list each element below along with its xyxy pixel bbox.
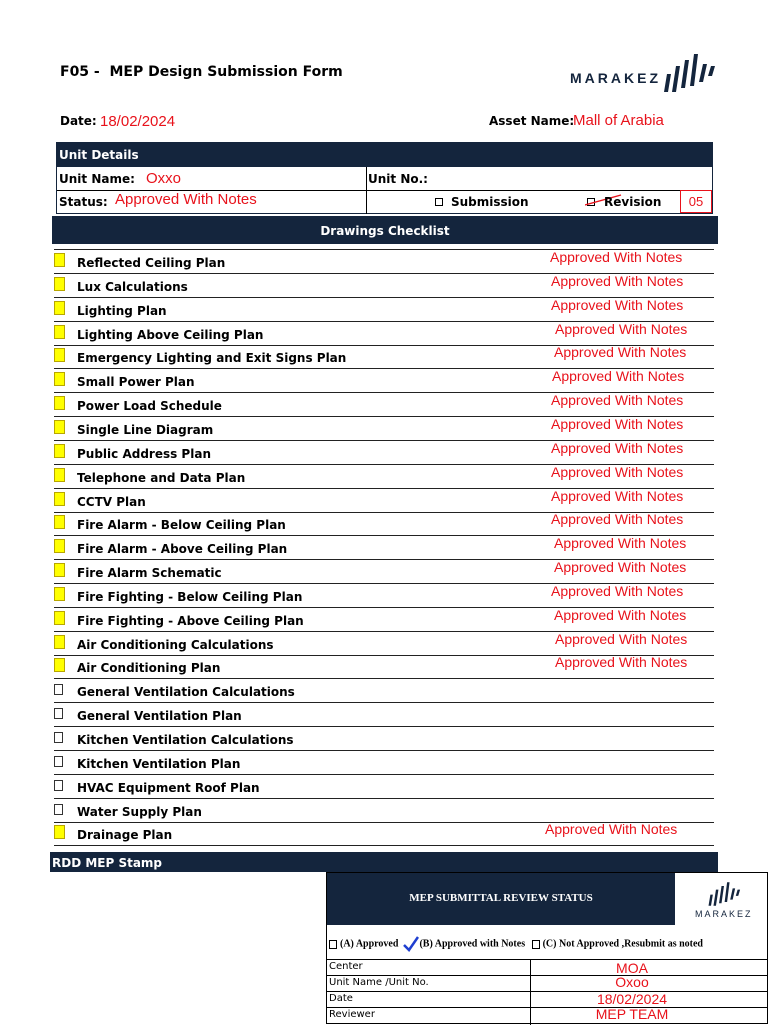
checkbox[interactable] — [54, 492, 65, 506]
checklist-row — [54, 751, 714, 775]
option-c-label: (C) Not Approved ,Resubmit as noted — [542, 938, 703, 950]
checklist-row — [54, 822, 714, 846]
drawing-status: Approved With Notes — [551, 272, 684, 289]
drawing-name: CCTV Plan — [77, 494, 146, 509]
drawing-status: Approved With Notes — [554, 535, 687, 552]
checkbox[interactable] — [54, 611, 65, 625]
checkbox[interactable] — [54, 684, 63, 695]
checkbox[interactable] — [54, 587, 65, 601]
drawing-name: Fire Alarm - Above Ceiling Plan — [77, 542, 288, 557]
option-c-checkbox[interactable] — [532, 940, 540, 949]
drawing-name: Fire Fighting - Above Ceiling Plan — [77, 613, 304, 628]
checklist-row — [54, 345, 714, 369]
mep-review-stamp — [326, 872, 768, 1024]
checkbox[interactable] — [54, 708, 63, 719]
drawing-status: Approved With Notes — [551, 511, 684, 528]
drawing-name: Single Line Diagram — [77, 422, 214, 437]
drawing-name: Public Address Plan — [77, 446, 211, 461]
checkbox[interactable] — [54, 756, 63, 767]
stamp-logo — [675, 873, 767, 925]
checklist-row — [54, 536, 714, 560]
status-value: Approved With Notes — [115, 191, 257, 208]
stamp-title: MEP SUBMITTAL REVIEW STATUS — [327, 873, 675, 925]
checkmark-icon — [403, 936, 419, 952]
submission-label: Submission — [451, 195, 529, 209]
drawing-status: Approved With Notes — [554, 606, 687, 623]
drawing-status: Approved With Notes — [554, 344, 687, 361]
option-a-label: (A) Approved — [340, 938, 399, 950]
drawing-status: Approved With Notes — [550, 249, 683, 265]
rdd-mep-stamp-header: RDD MEP Stamp — [50, 852, 718, 872]
checklist-row — [54, 703, 714, 727]
checklist-row — [54, 512, 714, 536]
drawing-name: Lux Calculations — [77, 279, 188, 294]
drawing-name: Air Conditioning Calculations — [77, 637, 274, 652]
drawing-name: HVAC Equipment Roof Plan — [77, 780, 260, 795]
drawing-status: Approved With Notes — [551, 296, 684, 313]
checkbox[interactable] — [54, 539, 65, 553]
checkbox[interactable] — [54, 563, 65, 577]
drawing-status: Approved With Notes — [555, 630, 688, 647]
checklist-row — [54, 679, 714, 703]
checklist-row — [54, 465, 714, 489]
stamp-logo-mark-icon — [703, 881, 745, 907]
asset-name-label: Asset Name: — [489, 114, 575, 128]
unit-name-value: Oxxo — [146, 170, 182, 187]
checkbox[interactable] — [54, 420, 65, 434]
unit-details-header: Unit Details — [57, 143, 712, 167]
drawing-name: Small Power Plan — [77, 375, 195, 390]
date-value: 18/02/2024 — [100, 113, 176, 130]
checklist-row — [54, 632, 714, 656]
checkbox[interactable] — [54, 301, 65, 315]
drawing-status: Approved With Notes — [555, 654, 688, 671]
checklist-row — [54, 727, 714, 751]
drawing-name: Emergency Lighting and Exit Signs Plan — [77, 351, 347, 366]
drawing-name: Lighting Above Ceiling Plan — [77, 327, 264, 342]
drawings-checklist-header: Drawings Checklist — [52, 216, 718, 244]
checklist-row — [54, 250, 714, 274]
drawing-status: Approved With Notes — [551, 392, 684, 409]
stamp-date-value: 18/02/2024 — [596, 991, 668, 1007]
status-label: Status: — [59, 195, 108, 209]
checklist-row — [54, 417, 714, 441]
stamp-logo-text: MARAKEZ — [695, 909, 753, 919]
drawing-status: Approved With Notes — [545, 821, 678, 838]
checkbox[interactable] — [54, 396, 65, 410]
checklist-row — [54, 322, 714, 346]
checkbox[interactable] — [54, 253, 65, 267]
checklist-row — [54, 441, 714, 465]
drawing-name: General Ventilation Calculations — [77, 685, 295, 700]
drawing-name: Power Load Schedule — [77, 399, 222, 414]
drawing-status: Approved With Notes — [552, 368, 685, 385]
review-table — [327, 959, 767, 1023]
drawing-name: Fire Fighting - Below Ceiling Plan — [77, 589, 303, 604]
drawing-status: Approved With Notes — [551, 415, 684, 432]
drawing-status: Approved With Notes — [551, 439, 684, 456]
logo-mark-icon — [662, 52, 716, 94]
checklist-row — [54, 560, 714, 584]
stamp-date-label: Date — [329, 993, 353, 1004]
checkbox[interactable] — [54, 348, 65, 362]
checklist-row — [54, 274, 714, 298]
checklist-row — [54, 655, 714, 679]
unit-details-box — [56, 142, 713, 214]
review-options — [329, 936, 703, 952]
unit-name-label: Unit Name: — [59, 172, 135, 186]
checkbox[interactable] — [54, 468, 65, 482]
drawing-name: Air Conditioning Plan — [77, 661, 221, 676]
drawing-name: Fire Alarm - Below Ceiling Plan — [77, 518, 286, 533]
checkbox[interactable] — [54, 515, 65, 529]
drawing-status: Approved With Notes — [551, 582, 684, 599]
revision-number: 05 — [680, 190, 712, 213]
logo-text: MARAKEZ — [570, 70, 661, 86]
checkbox[interactable] — [54, 325, 65, 339]
checkbox[interactable] — [54, 658, 65, 672]
drawing-status: Approved With Notes — [555, 320, 688, 337]
option-b-label: (B) Approved with Notes — [419, 938, 526, 950]
checkbox[interactable] — [54, 372, 65, 386]
checkbox[interactable] — [54, 780, 63, 791]
drawing-status: Approved With Notes — [551, 463, 684, 480]
unit-name-no-value: Oxoo — [615, 974, 649, 990]
checkbox[interactable] — [54, 732, 63, 743]
drawing-status: Approved With Notes — [554, 559, 687, 576]
unit-name-no-label: Unit Name /Unit No. — [329, 977, 429, 988]
drawing-name: Lighting Plan — [77, 303, 167, 318]
center-value: MOA — [616, 960, 648, 976]
checklist-row — [54, 298, 714, 322]
checklist-row — [54, 608, 714, 632]
option-a-checkbox[interactable] — [329, 940, 337, 949]
checklist-row — [54, 775, 714, 799]
reviewer-value: MEP TEAM — [595, 1006, 669, 1022]
drawing-name: Kitchen Ventilation Calculations — [77, 733, 294, 747]
unit-no-label: Unit No.: — [368, 172, 428, 186]
asset-name-value: Mall of Arabia — [573, 112, 664, 129]
drawing-name: Telephone and Data Plan — [77, 470, 246, 485]
revision-label: Revision — [604, 195, 662, 209]
center-label: Center — [329, 961, 363, 972]
drawing-name: Reflected Ceiling Plan — [77, 256, 226, 270]
reviewer-label: Reviewer — [329, 1009, 375, 1020]
drawing-name: General Ventilation Plan — [77, 709, 242, 724]
checkbox[interactable] — [54, 444, 65, 458]
checkbox[interactable] — [54, 825, 65, 839]
drawing-name: Drainage Plan — [77, 828, 173, 843]
form-title: F05 - MEP Design Submission Form — [60, 64, 343, 80]
submission-checkbox[interactable] — [435, 198, 443, 206]
checkbox[interactable] — [54, 635, 65, 649]
checklist-row — [54, 799, 714, 823]
checkbox[interactable] — [54, 277, 65, 291]
checklist-row — [54, 584, 714, 608]
drawing-name: Kitchen Ventilation Plan — [77, 756, 241, 771]
checkbox[interactable] — [54, 804, 63, 815]
drawing-name: Water Supply Plan — [77, 804, 202, 819]
drawing-name: Fire Alarm Schematic — [77, 566, 222, 581]
date-label: Date: — [60, 114, 97, 128]
checklist-row — [54, 489, 714, 513]
drawing-status: Approved With Notes — [551, 487, 684, 504]
checklist-row — [54, 369, 714, 393]
marakez-logo — [568, 52, 718, 92]
checklist-row — [54, 393, 714, 417]
